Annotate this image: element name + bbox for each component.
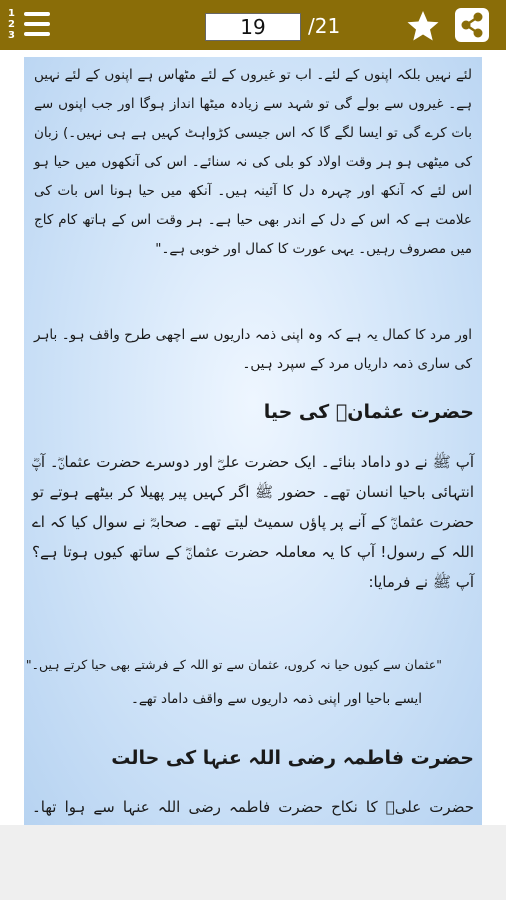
- page-number-input[interactable]: 19: [205, 13, 301, 41]
- paragraph-2: اور مرد کا کمال یہ ہے کہ وہ اپنی ذمہ داریوں سے اچھی طرح واقف ہو۔ باہر کی ساری ذمہ داریاں مرد کے سپرد ہیں۔: [34, 327, 472, 372]
- heading-usman-haya: حضرت عثمانؓ کی حیا: [263, 401, 474, 423]
- content-area: [0, 50, 506, 825]
- hadith-quote: "عثمان سے کیوں حیا نہ کروں، عثمان سے تو اللہ کے فرشتے بھی حیا کرتے ہیں۔": [25, 657, 442, 672]
- star-svg: [406, 9, 440, 43]
- menu-numbers: 1 2 3: [8, 8, 15, 41]
- paragraph-4: ایسے باحیا اور اپنی ذمہ داریوں سے واقف داماد تھے۔: [130, 691, 422, 707]
- share-icon[interactable]: [455, 8, 489, 42]
- share-svg: [455, 8, 489, 42]
- page-total-label: /21: [308, 14, 341, 38]
- menu-bar-2: [24, 22, 50, 26]
- menu-bar-3: [24, 32, 50, 36]
- paragraph-5: حضرت علیؓ کا نکاح حضرت فاطمہ رضی اللہ عنہا سے ہوا تھا۔: [32, 798, 474, 816]
- paragraph-1: لئے نہیں بلکہ اپنوں کے لئے۔ اب تو غیروں کے لئے مٹھاس ہے اپنوں کے لئے نہیں ہے۔ غیروں سے بولے گی تو شہد سے زیادہ میٹھا انداز ہوگا اور جب اپنوں سے بات کرے گی تو ایسا لگے گا کہ اس جیسی کڑواہٹ کہیں ہے ہی نہیں۔) زبان کی میٹھی ہو ہر وقت اولاد کو بلی کی نہ سنائے۔ اس کی آنکھوں میں حیا ہو اس لئے کہ آنکھ اور چہرہ دل کا آئینہ ہیں۔ آنکھ میں حیا ہونا اس بات کی علامت ہے کہ اس کے دل کے اندر بھی حیا ہے۔ ہر وقت اس کے ہاتھ کام کاج میں مصروف رہیں۔ یہی عورت کا کمال اور خوبی ہے۔": [34, 67, 472, 257]
- star-icon[interactable]: [406, 9, 440, 43]
- menu-bar-1: [24, 12, 50, 16]
- bottom-empty-area: [0, 825, 506, 900]
- heading-fatima-halat: حضرت فاطمہ رضی اللہ عنہا کی حالت: [111, 747, 474, 769]
- numbered-list-icon[interactable]: [6, 6, 52, 44]
- paragraph-3: آپ ﷺ نے دو داماد بنائے۔ ایک حضرت علیؓ اور دوسرے حضرت عثمانؓ۔ آپؓ انتہائی باحیا انسان تھے۔ حضور ﷺ اگر کہیں پیر پھیلا کر بیٹھے ہوتے تو حضرت عثمانؓ کے آنے پر پاؤں سمیٹ لیتے تھے۔ صحابہؓ نے سوال کیا کہ اے اللہ کے رسول! آپ کا یہ معاملہ حضرت عثمانؓ کے ساتھ کیوں ہوتا ہے؟ آپ ﷺ نے فرمایا:: [32, 453, 474, 591]
- book-page[interactable]: [24, 57, 482, 825]
- top-toolbar: [0, 0, 506, 50]
